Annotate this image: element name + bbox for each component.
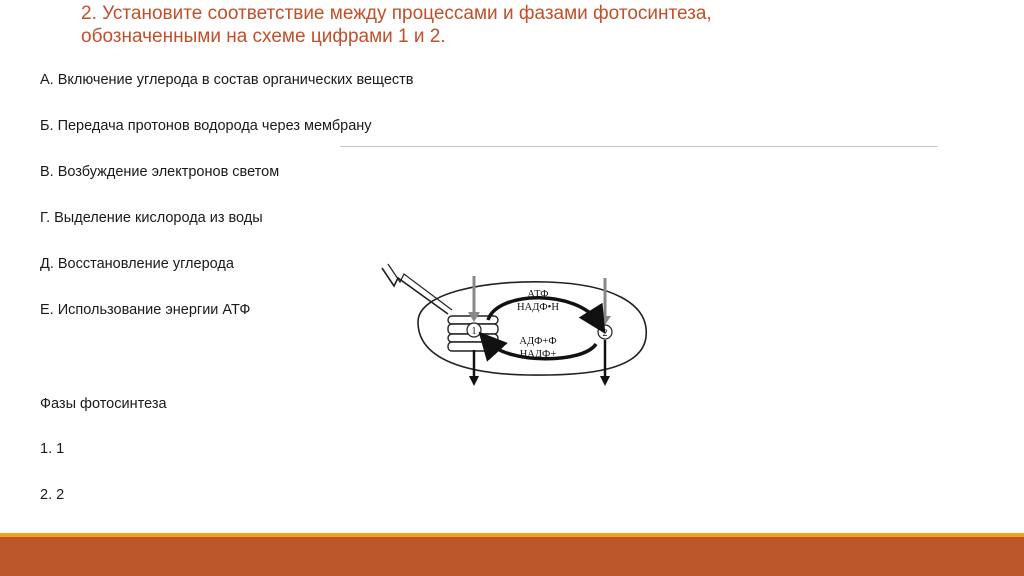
footer-bar — [0, 537, 1024, 576]
slide-title — [81, 2, 961, 48]
phase-item-1: 1. 1 — [40, 441, 65, 457]
process-item-e: Е. Использование энергии АТФ — [40, 302, 251, 318]
phase-item-2: 2. 2 — [40, 487, 65, 503]
phases-heading: Фазы фотосинтеза — [40, 396, 167, 412]
divider-line — [340, 146, 938, 147]
title-line-1: 2. Установите соответствие между процессами и фазами фотосинтеза, — [81, 3, 712, 24]
process-item-a: А. Включение углерода в состав органических веществ — [40, 72, 414, 88]
phase-2-label: 2 — [602, 328, 608, 339]
nadph-label: НАДФ•Н — [517, 302, 559, 313]
light-lightning-icon — [382, 268, 448, 314]
process-item-d: Д. Восстановление углерода — [40, 256, 234, 272]
nadp-label: НАДФ+ — [519, 349, 557, 360]
title-line-2: обозначенными на схеме цифрами 1 и 2. — [81, 26, 446, 47]
process-item-g: Г. Выделение кислорода из воды — [40, 210, 263, 226]
atf-label: АТФ — [527, 289, 549, 300]
photosynthesis-diagram — [378, 262, 656, 390]
process-item-v: В. Возбуждение электронов светом — [40, 164, 280, 180]
process-item-b: Б. Передача протонов водорода через мембрану — [40, 118, 372, 134]
adf-label: АДФ+Ф — [519, 336, 557, 347]
phase-1-label: 1 — [471, 326, 477, 337]
